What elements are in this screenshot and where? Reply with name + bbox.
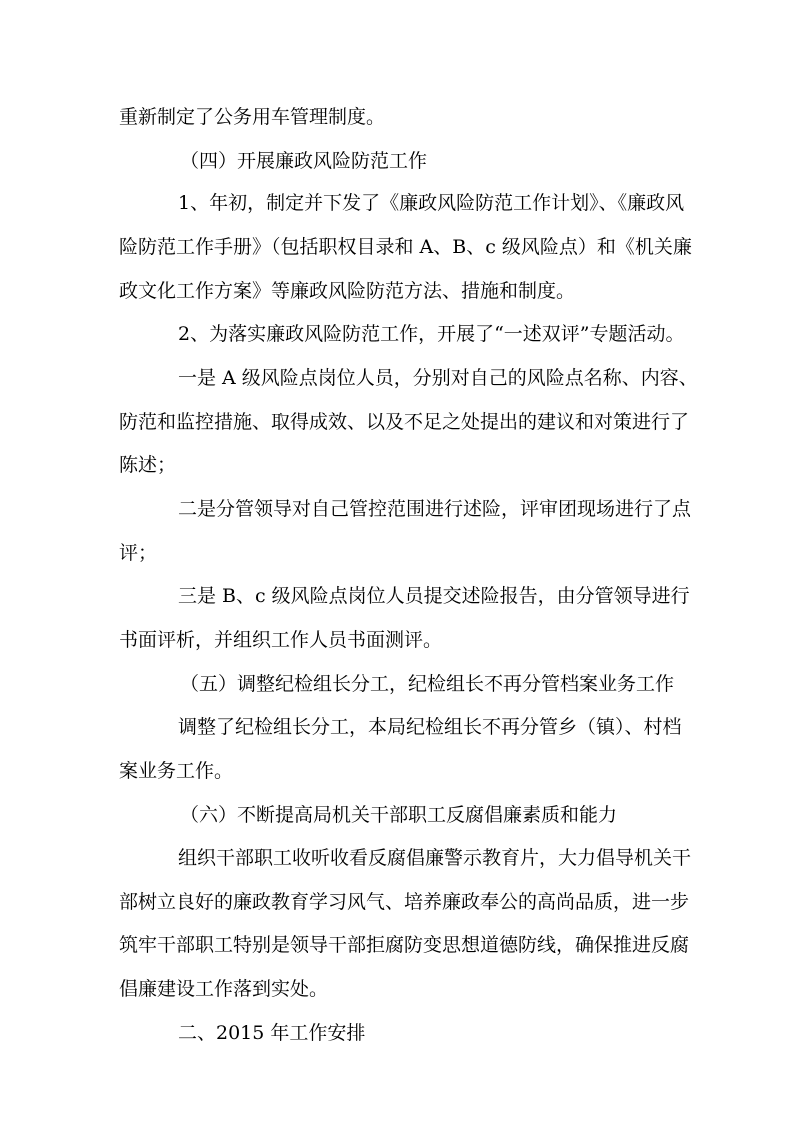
text-line-13: 书面评析，并组织工作人员书面测评。 (119, 629, 443, 651)
section-heading-4: （四）开展廉政风险防范工作 (180, 150, 428, 172)
section-heading-5: （五）调整纪检组长分工，纪检组长不再分管档案业务工作 (180, 673, 675, 695)
text-line-20: 筑牢干部职工特别是领导干部拒腐防变思想道德防线，确保推进反腐 (119, 934, 690, 956)
text-line-1: 重新制定了公务用车管理制度。 (119, 106, 386, 128)
text-line-12: 三是 B、c 级风险点岗位人员提交述险报告，由分管领导进行 (178, 585, 690, 607)
text-line-19: 部树立良好的廉政教育学习风气、培养廉政奉公的高尚品质，进一步 (119, 891, 690, 913)
text-line-18: 组织干部职工收听收看反腐倡廉警示教育片，大力倡导机关干 (178, 847, 692, 869)
section-heading-6: （六）不断提高局机关干部职工反腐倡廉素质和能力 (180, 804, 618, 826)
text-line-7: 一是 A 级风险点岗位人员，分别对自己的风险点名称、内容、 (178, 367, 698, 389)
text-line-8: 防范和监控措施、取得成效、以及不足之处提出的建议和对策进行了 (119, 411, 690, 433)
text-line-5: 政文化工作方案》等廉政风险防范方法、措施和制度。 (119, 280, 576, 302)
text-line-4: 险防范工作手册》（包括职权目录和 A、B、c 级风险点）和《机关廉 (119, 236, 692, 258)
text-line-11: 评； (119, 542, 158, 564)
section-heading-2015-plan: 二、2015 年工作安排 (178, 1022, 366, 1044)
text-line-10: 二是分管领导对自己管控范围进行述险，评审团现场进行了点 (178, 498, 692, 520)
text-line-9: 陈述； (119, 454, 177, 476)
text-line-3: 1、年初，制定并下发了《廉政风险防范工作计划》、《廉政风 (178, 192, 685, 214)
text-line-6: 2、为落实廉政风险防范工作，开展了“一述双评”专题活动。 (178, 323, 685, 345)
text-line-21: 倡廉建设工作落到实处。 (119, 978, 329, 1000)
text-line-16: 案业务工作。 (119, 760, 234, 782)
text-line-15: 调整了纪检组长分工，本局纪检组长不再分管乡（镇）、村档 (178, 716, 682, 738)
